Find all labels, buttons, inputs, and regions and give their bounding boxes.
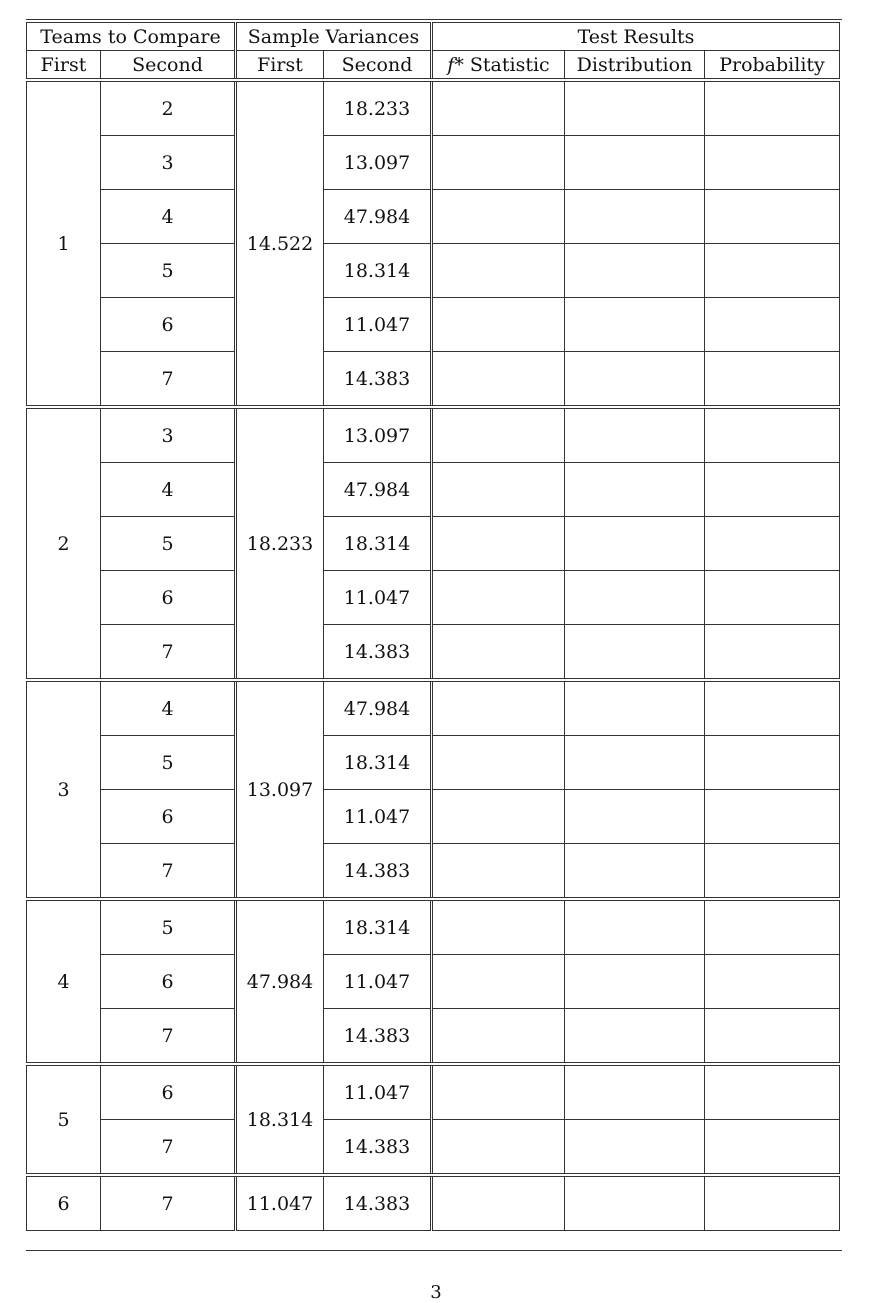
probability-cell	[705, 298, 840, 352]
subheader-f-statistic-label: Statistic	[469, 53, 550, 76]
first-team-cell: 5	[27, 1064, 101, 1175]
first-variance-cell: 18.314	[236, 1064, 324, 1175]
table-row	[27, 1175, 840, 1231]
probability-cell	[705, 899, 840, 955]
second-variance-cell: 11.047	[324, 1064, 432, 1120]
f-statistic-cell	[432, 136, 565, 190]
f-statistic-cell	[432, 352, 565, 408]
probability-cell	[705, 736, 840, 790]
distribution-cell	[565, 463, 705, 517]
second-team-cell: 4	[101, 463, 236, 517]
second-team-cell: 7	[101, 1120, 236, 1176]
first-team-cell: 6	[27, 1175, 101, 1231]
distribution-cell	[565, 352, 705, 408]
probability-cell	[705, 1009, 840, 1065]
page-number: 3	[430, 1282, 442, 1303]
subheader-probability: Probability	[705, 51, 840, 81]
second-team-cell: 5	[101, 899, 236, 955]
f-statistic-cell	[432, 298, 565, 352]
subheader-team-first: First	[27, 51, 101, 81]
second-team-cell: 6	[101, 955, 236, 1009]
probability-cell	[705, 625, 840, 681]
header-sample-variances: Sample Variances	[236, 23, 432, 51]
probability-cell	[705, 517, 840, 571]
subheader-distribution: Distribution	[565, 51, 705, 81]
second-team-cell: 5	[101, 244, 236, 298]
probability-cell	[705, 190, 840, 244]
f-statistic-cell	[432, 80, 565, 136]
second-team-cell: 3	[101, 136, 236, 190]
f-statistic-cell	[432, 190, 565, 244]
bottom-rule	[26, 1250, 842, 1251]
second-team-cell: 5	[101, 736, 236, 790]
table-body	[27, 80, 840, 1231]
distribution-cell	[565, 955, 705, 1009]
second-team-cell: 6	[101, 790, 236, 844]
first-variance-cell: 18.233	[236, 407, 324, 680]
table-row	[27, 517, 840, 571]
distribution-cell	[565, 736, 705, 790]
distribution-cell	[565, 244, 705, 298]
distribution-cell	[565, 680, 705, 736]
table-row	[27, 136, 840, 190]
second-team-cell: 7	[101, 625, 236, 681]
f-statistic-cell	[432, 1009, 565, 1065]
f-statistic-cell	[432, 463, 565, 517]
table-row	[27, 1120, 840, 1176]
first-team-cell: 2	[27, 407, 101, 680]
first-variance-cell: 14.522	[236, 80, 324, 407]
table-row	[27, 298, 840, 352]
second-variance-cell: 14.383	[324, 625, 432, 681]
distribution-cell	[565, 190, 705, 244]
second-variance-cell: 11.047	[324, 298, 432, 352]
second-variance-cell: 11.047	[324, 955, 432, 1009]
second-team-cell: 2	[101, 80, 236, 136]
table-row	[27, 571, 840, 625]
probability-cell	[705, 136, 840, 190]
f-star-symbol: f*	[447, 53, 464, 76]
second-variance-cell: 18.233	[324, 80, 432, 136]
table-row	[27, 1064, 840, 1120]
header-test-results: Test Results	[432, 23, 840, 51]
second-variance-cell: 13.097	[324, 136, 432, 190]
subheader-variance-second: Second	[324, 51, 432, 81]
table-row	[27, 352, 840, 408]
table-row	[27, 844, 840, 900]
probability-cell	[705, 407, 840, 463]
first-variance-cell: 11.047	[236, 1175, 324, 1231]
distribution-cell	[565, 1009, 705, 1065]
table-row	[27, 190, 840, 244]
f-statistic-cell	[432, 407, 565, 463]
second-team-cell: 4	[101, 680, 236, 736]
first-team-cell: 3	[27, 680, 101, 899]
second-team-cell: 7	[101, 1175, 236, 1231]
probability-cell	[705, 352, 840, 408]
second-variance-cell: 14.383	[324, 1120, 432, 1176]
subheader-f-statistic	[432, 51, 565, 81]
distribution-cell	[565, 407, 705, 463]
second-variance-cell: 14.383	[324, 1009, 432, 1065]
probability-cell	[705, 80, 840, 136]
distribution-cell	[565, 136, 705, 190]
table-row	[27, 1009, 840, 1065]
second-variance-cell: 11.047	[324, 571, 432, 625]
distribution-cell	[565, 298, 705, 352]
f-statistic-cell	[432, 736, 565, 790]
second-team-cell: 7	[101, 352, 236, 408]
probability-cell	[705, 571, 840, 625]
second-team-cell: 7	[101, 1009, 236, 1065]
first-variance-cell: 13.097	[236, 680, 324, 899]
table-row	[27, 955, 840, 1009]
probability-cell	[705, 244, 840, 298]
f-statistic-cell	[432, 955, 565, 1009]
table-row	[27, 244, 840, 298]
distribution-cell	[565, 625, 705, 681]
f-statistic-cell	[432, 517, 565, 571]
second-team-cell: 4	[101, 190, 236, 244]
probability-cell	[705, 680, 840, 736]
second-variance-cell: 47.984	[324, 190, 432, 244]
table-row	[27, 80, 840, 136]
probability-cell	[705, 955, 840, 1009]
f-statistic-cell	[432, 571, 565, 625]
second-variance-cell: 14.383	[324, 1175, 432, 1231]
f-statistic-cell	[432, 244, 565, 298]
second-team-cell: 3	[101, 407, 236, 463]
table-row	[27, 407, 840, 463]
distribution-cell	[565, 1064, 705, 1120]
f-statistic-cell	[432, 844, 565, 900]
probability-cell	[705, 463, 840, 517]
second-variance-cell: 11.047	[324, 790, 432, 844]
second-variance-cell: 18.314	[324, 517, 432, 571]
distribution-cell	[565, 571, 705, 625]
table-row	[27, 899, 840, 955]
second-variance-cell: 18.314	[324, 736, 432, 790]
second-team-cell: 6	[101, 571, 236, 625]
second-variance-cell: 14.383	[324, 844, 432, 900]
f-statistic-cell	[432, 1120, 565, 1176]
distribution-cell	[565, 1120, 705, 1176]
second-variance-cell: 14.383	[324, 352, 432, 408]
probability-cell	[705, 844, 840, 900]
probability-cell	[705, 790, 840, 844]
f-statistic-cell	[432, 899, 565, 955]
second-variance-cell: 18.314	[324, 899, 432, 955]
second-variance-cell: 18.314	[324, 244, 432, 298]
table-row	[27, 680, 840, 736]
subheader-variance-first: First	[236, 51, 324, 81]
header-teams-to-compare: Teams to Compare	[27, 23, 236, 51]
subheader-team-second: Second	[101, 51, 236, 81]
first-team-cell: 4	[27, 899, 101, 1064]
distribution-cell	[565, 1175, 705, 1231]
f-statistic-cell	[432, 1175, 565, 1231]
table-row	[27, 736, 840, 790]
second-variance-cell: 47.984	[324, 680, 432, 736]
table-row	[27, 625, 840, 681]
second-team-cell: 6	[101, 1064, 236, 1120]
top-rule	[26, 19, 842, 20]
probability-cell	[705, 1120, 840, 1176]
table-row	[27, 790, 840, 844]
second-team-cell: 6	[101, 298, 236, 352]
f-statistic-cell	[432, 790, 565, 844]
f-statistic-cell	[432, 625, 565, 681]
probability-cell	[705, 1175, 840, 1231]
first-variance-cell: 47.984	[236, 899, 324, 1064]
f-statistic-cell	[432, 1064, 565, 1120]
second-variance-cell: 13.097	[324, 407, 432, 463]
probability-cell	[705, 1064, 840, 1120]
distribution-cell	[565, 790, 705, 844]
distribution-cell	[565, 899, 705, 955]
second-team-cell: 7	[101, 844, 236, 900]
table-row	[27, 463, 840, 517]
second-variance-cell: 47.984	[324, 463, 432, 517]
distribution-cell	[565, 80, 705, 136]
comparison-table	[26, 22, 840, 1231]
first-team-cell: 1	[27, 80, 101, 407]
second-team-cell: 5	[101, 517, 236, 571]
distribution-cell	[565, 844, 705, 900]
f-statistic-cell	[432, 680, 565, 736]
distribution-cell	[565, 517, 705, 571]
